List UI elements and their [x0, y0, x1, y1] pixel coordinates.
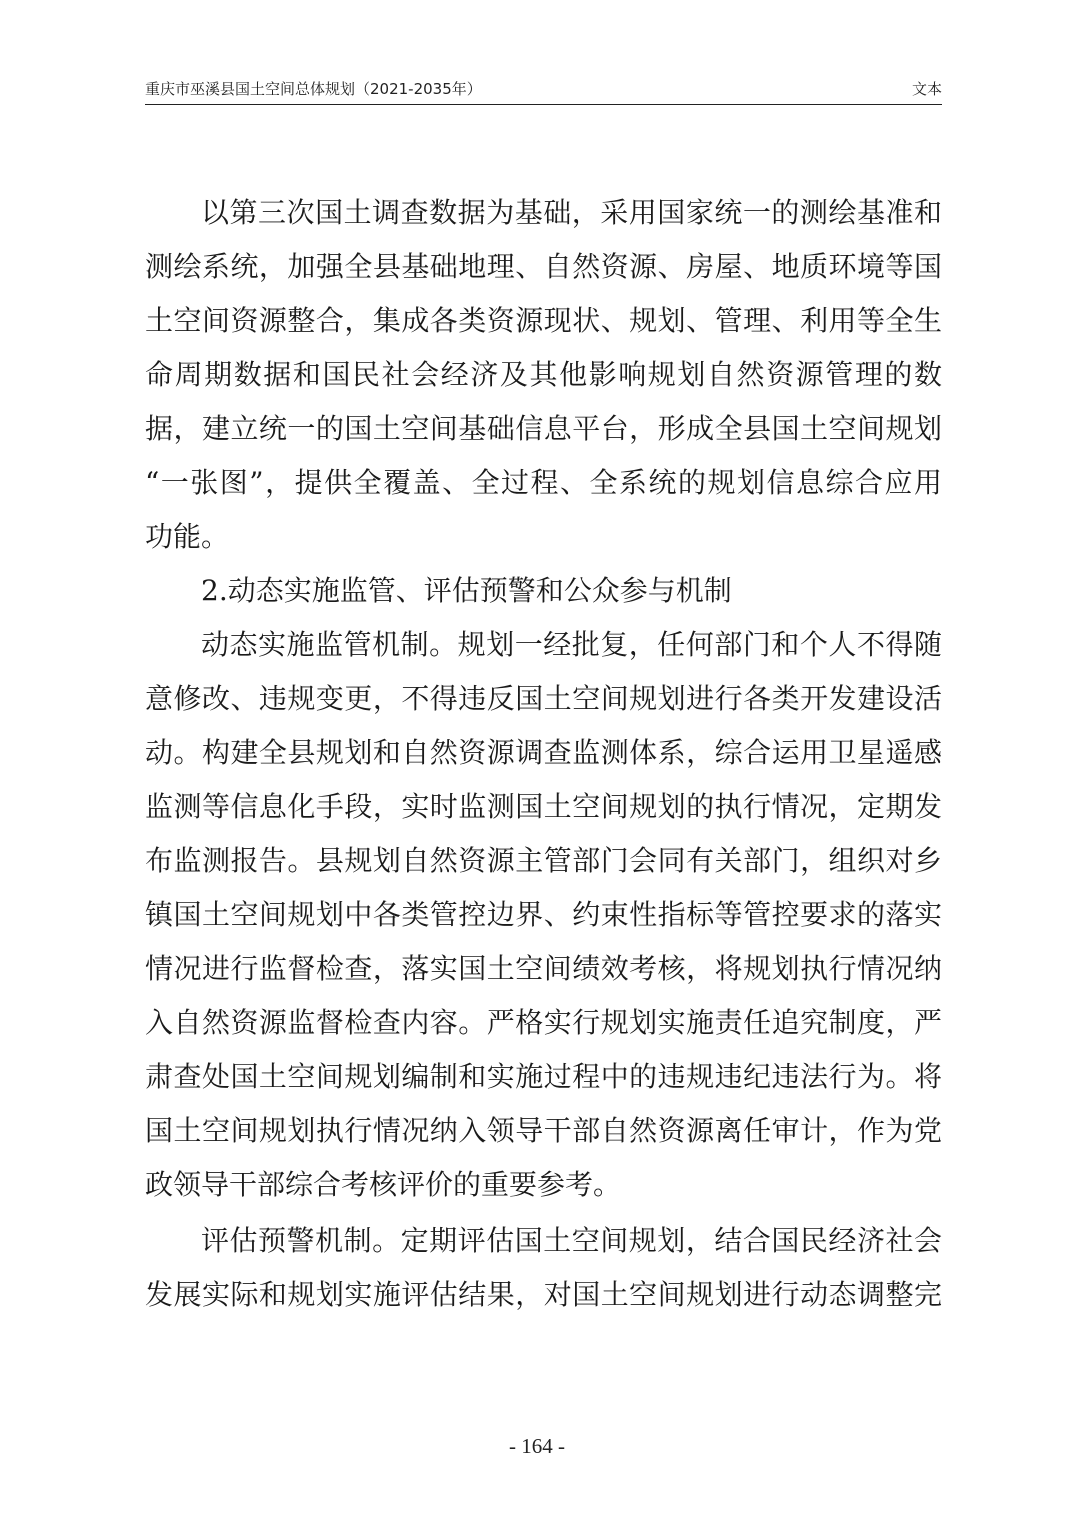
paragraph-line: 动态实施监管机制。规划一经批复，任何部门和个人不得随: [201, 628, 942, 661]
body-text: [145, 186, 942, 1322]
paragraph-line: 肃查处国土空间规划编制和实施过程中的违规违纪违法行为。将: [145, 1060, 942, 1093]
paragraph-line: 测绘系统，加强全县基础地理、自然资源、房屋、地质环境等国: [145, 250, 942, 283]
paragraph-line: 国土空间规划执行情况纳入领导干部自然资源离任审计，作为党: [145, 1114, 942, 1147]
paragraph-line: 入自然资源监督检查内容。严格实行规划实施责任追究制度，严: [145, 1006, 942, 1039]
paragraph-line: 据，建立统一的国土空间基础信息平台，形成全县国土空间规划: [145, 412, 942, 445]
paragraph-line: 布监测报告。县规划自然资源主管部门会同有关部门，组织对乡: [145, 844, 942, 877]
paragraph-data-foundation: [145, 186, 942, 564]
section-heading: [145, 564, 942, 618]
running-header: [145, 76, 942, 102]
paragraph-line: 意修改、违规变更，不得违反国土空间规划进行各类开发建设活: [145, 682, 942, 715]
paragraph-line: 监测等信息化手段，实时监测国土空间规划的执行情况，定期发: [145, 790, 942, 823]
paragraph-line: 发展实际和规划实施评估结果，对国土空间规划进行动态调整完: [145, 1278, 942, 1311]
header-rule: [145, 104, 942, 105]
header-title: 重庆市巫溪县国土空间总体规划（2021-2035年）: [145, 80, 482, 98]
paragraph-line: 命周期数据和国民社会经济及其他影响规划自然资源管理的数: [145, 358, 942, 391]
paragraph-line: 评估预警机制。定期评估国土空间规划，结合国民经济社会: [201, 1224, 942, 1257]
heading-text: 2.动态实施监管、评估预警和公众参与机制: [201, 574, 732, 607]
header-section: 文本: [911, 80, 942, 98]
paragraph-line: 动。构建全县规划和自然资源调查监测体系，综合运用卫星遥感: [145, 736, 942, 769]
paragraph-line: 以第三次国土调查数据为基础，采用国家统一的测绘基准和: [201, 196, 942, 229]
paragraph-line: 政领导干部综合考核评价的重要参考。: [145, 1168, 622, 1201]
paragraph-line: 镇国土空间规划中各类管控边界、约束性指标等管控要求的落实: [145, 898, 942, 931]
paragraph-line: 功能。: [145, 520, 230, 553]
paragraph-line: 情况进行监督检查，落实国土空间绩效考核，将规划执行情况纳: [145, 952, 942, 985]
page-number: - 164 -: [509, 1434, 565, 1458]
paragraph-dynamic-supervision: [145, 618, 942, 1212]
paragraph-line: “一张图”，提供全覆盖、全过程、全系统的规划信息综合应用: [145, 466, 942, 499]
paragraph-line: 土空间资源整合，集成各类资源现状、规划、管理、利用等全生: [145, 304, 942, 337]
paragraph-assessment-warning: [145, 1214, 942, 1322]
